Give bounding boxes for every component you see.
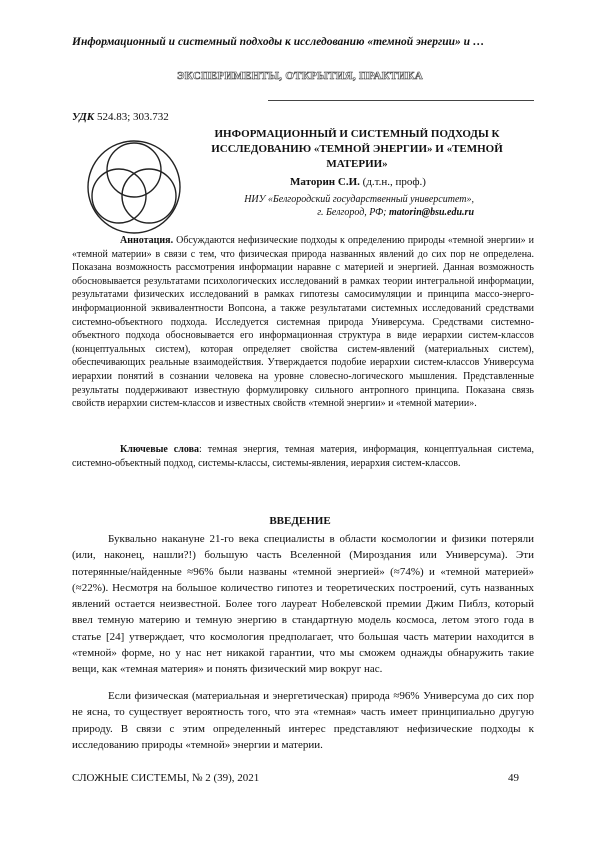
author-line xyxy=(290,176,426,188)
affiliation-contact xyxy=(212,206,474,219)
author-name: Маторин С.И. xyxy=(290,176,360,188)
keywords-text: : темная энергия, темная материя, информация, концептуальная система, системно-объектный подход, системы-классы, системы-явления, иерархия систем-классов. xyxy=(72,444,534,469)
abstract-label: Аннотация. xyxy=(120,235,174,246)
article-title: ИНФОРМАЦИОННЫЙ И СИСТЕМНЫЙ ПОДХОДЫ К ИССЛЕДОВАНИЮ «ТЕМНОЙ ЭНЕРГИИ» И «ТЕМНОЙ МАТЕРИИ» xyxy=(211,128,503,170)
abstract-text: Обсуждаются нефизические подходы к определению природы «темной энергии» и «темной материи» в связи с тем, что физическая природа названных явлений до сих пор не определена. Показана возможность рассмотрения информации наравне с материей и энергией. Данная возможность обосновывается результатами психологических исследований в рамках теории интегральной информации, результатами физических исследований в рамках гипотезы самосимуляции и принципа массо-энерго-информационной эквивалентности Вопсона, а также результатами системных исследований средствами системно-объектного подхода. Исследуется системная природа Универсума. Средствами системно-объектного подхода обосновывается его информационная структура в виде иерархии систем-классов (концептуальных систем), которая определяет свойства систем-явлений (материальных систем), обеспечивающих реальные взаимодействия. Утверждается подобие иерархии систем-классов Универсума иерархии понятий в сознании человека на уровне словесно-логического мышления. Представленные результаты поддерживают известную формулировку сильного антропного принципа. Показана связь свойств иерархии систем-классов и известных свойств «темной энергии» и «темной материи». xyxy=(72,235,535,410)
logo-circle-right xyxy=(122,169,176,223)
running-head: Информационный и системный подходы к исследованию «темной энергии» и … xyxy=(72,36,485,48)
section-heading: ЭКСПЕРИМЕНТЫ, ОТКРЫТИЯ, ПРАКТИКА xyxy=(176,70,424,82)
author-degree: (д.т.н., проф.) xyxy=(362,176,426,188)
affiliation xyxy=(212,193,474,219)
keywords xyxy=(72,443,534,470)
intro-heading: ВВЕДЕНИЕ xyxy=(269,515,331,527)
footer-journal: СЛОЖНЫЕ СИСТЕМЫ, № 2 (39), 2021 xyxy=(72,772,260,784)
logo-circle-left xyxy=(92,169,146,223)
author-email: matorin@bsu.edu.ru xyxy=(388,207,474,218)
keywords-label: Ключевые слова xyxy=(120,444,199,455)
affiliation-org: НИУ «Белгородский государственный университет», xyxy=(244,194,474,205)
page-number: 49 xyxy=(508,772,519,784)
abstract xyxy=(72,234,534,411)
udk-line xyxy=(72,111,169,123)
udk-codes: 524.83; 303.732 xyxy=(96,111,169,123)
intro-paragraph-1: Буквально накануне 21-го века специалисты в области космологии и физики потеряли (или, наконец, нашли?!) большую часть Вселенной (Мироздания или Универсума). Эти потерянные/найденные ≈96% были названы «темной энергией» (≈74%) и «темной материей» (≈22%). Несмотря на большое количество гипотез и теоретических построений, суть названных явлений остается неизвестной. Более того лауреат Нобелевской премии Джим Пиблз, который ввел темную материю и темную энергию в стандартную модель космоса, летом этого года в статье [24] утверждает, что космология предполагает, что большая часть материи находится в «темной» форме, но у нас нет никакой гарантии, что мы сможем однажды обнаружить такие вещи, как «темная материя» и понять физический мир вокруг нас. xyxy=(72,533,534,676)
header-rule xyxy=(268,100,534,101)
intro-paragraph-2: Если физическая (материальная и энергетическая) природа ≈96% Универсума до сих пор не ясна, то существует вероятность того, что эта «темная» часть имеет принципиально другую природу. В связи с этим определенный интерес представляют нефизические подходы к исследованию природы «темной» энергии и материи. xyxy=(72,690,534,751)
affiliation-place: г. Белгород, РФ; xyxy=(317,207,387,218)
journal-logo xyxy=(84,134,184,234)
logo-circle-top xyxy=(107,143,161,197)
udk-label: УДК xyxy=(72,111,95,123)
